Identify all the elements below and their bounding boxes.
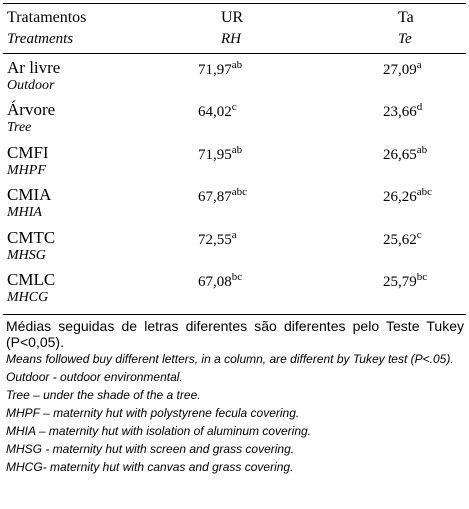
header-te: Te xyxy=(398,31,412,47)
header-rh: RH xyxy=(221,31,241,47)
treatment-code: MHSG xyxy=(7,248,46,263)
treatment-name: CMIA xyxy=(7,185,52,204)
ur-value: 64,02$^c$ xyxy=(198,101,237,120)
footnote-mhsg: MHSG - maternity hut with screen and grass covering. xyxy=(6,442,295,456)
treatment-name: Ar livre xyxy=(7,58,61,77)
ta-value: 25,62$^c$ xyxy=(383,229,422,248)
treatment-code: Tree xyxy=(7,120,32,135)
table-footnotes xyxy=(6,318,464,478)
treatment-name: CMLC xyxy=(7,270,56,289)
footnote-mhia: MHIA – maternity hut with isolation of aluminum covering. xyxy=(6,424,312,438)
bottom-rule xyxy=(3,314,466,315)
treatment-code: Outdoor xyxy=(7,78,55,93)
treatment-code: MHIA xyxy=(7,205,42,220)
ta-value: 27,09$^a$ xyxy=(383,59,422,78)
table-row xyxy=(0,228,469,270)
treatment-name: CMFI xyxy=(7,143,49,162)
ur-value: 67,87$^{abc}$ xyxy=(198,186,248,205)
ur-value: 67,08$^{bc}$ xyxy=(198,271,243,290)
footnote-outdoor: Outdoor - outdoor environmental. xyxy=(6,370,183,384)
treatment-code: MHCG xyxy=(7,290,49,305)
treatment-code: MHPF xyxy=(7,163,46,178)
footnote-mhpf: MHPF – maternity hut with polystyrene fecula covering. xyxy=(6,406,300,420)
footnote-pt: Médias seguidas de letras diferentes são diferentes pelo Teste Tukey (P<0,05). xyxy=(6,318,464,350)
header-rule xyxy=(3,53,466,54)
ta-value: 26,26$^{abc}$ xyxy=(383,186,433,205)
treatment-name: Árvore xyxy=(7,100,56,119)
table-row xyxy=(0,100,469,142)
header-treatments-en: Treatments xyxy=(7,31,74,47)
top-rule xyxy=(3,3,466,4)
ta-value: 23,66$^d$ xyxy=(383,101,423,120)
footnote-en: Means followed buy different letters, in a column, are different by Tukey test (P<.05). xyxy=(6,352,454,366)
ur-value: 71,95$^{ab}$ xyxy=(198,144,243,163)
footnote-tree: Tree – under the shade of the a tree. xyxy=(6,388,201,402)
footnote-mhcg: MHCG- maternity hut with canvas and grass covering. xyxy=(6,460,294,474)
table-row xyxy=(0,270,469,312)
ta-value: 26,65$^{ab}$ xyxy=(383,144,428,163)
header-ta: Ta xyxy=(398,9,414,26)
header-treatments-pt: Tratamentos xyxy=(7,9,87,26)
header-ur: UR xyxy=(221,9,244,26)
ur-value: 71,97$^{ab}$ xyxy=(198,59,243,78)
treatment-name: CMTC xyxy=(7,228,56,247)
table-row xyxy=(0,143,469,185)
table-row xyxy=(0,58,469,100)
ta-value: 25,79$^{bc}$ xyxy=(383,271,428,290)
ur-value: 72,55$^a$ xyxy=(198,229,237,248)
table-row xyxy=(0,185,469,227)
